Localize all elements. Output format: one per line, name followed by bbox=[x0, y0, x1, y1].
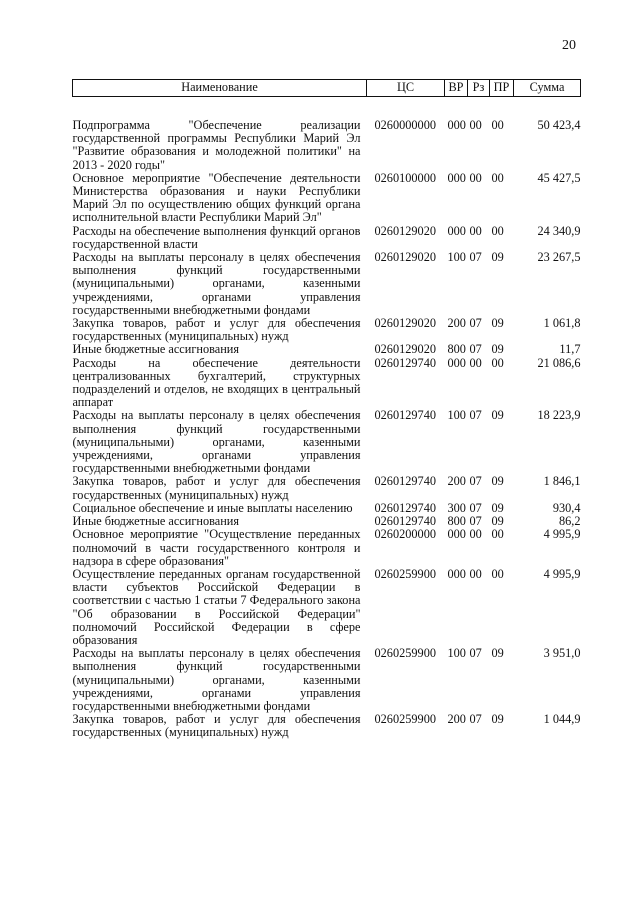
header-vr: ВР bbox=[445, 80, 468, 97]
table-header bbox=[73, 80, 581, 97]
row-name: Расходы на обеспечение деятельности централизованных бухгалтерий, структурных подразделений и отделов, не входящих в центральный аппарат bbox=[72, 355, 361, 410]
table-row bbox=[73, 475, 581, 501]
row-vr: 200 bbox=[447, 712, 466, 727]
row-pr: 09 bbox=[491, 500, 504, 515]
row-pr: 00 bbox=[491, 223, 504, 238]
row-sum: 24 340,9 bbox=[537, 223, 581, 238]
row-rz: 00 bbox=[469, 355, 482, 370]
row-vr: 300 bbox=[447, 500, 466, 515]
row-name: Осуществление переданных органам государственной власти субъектов Российской Федерации в соответствии с частью 1 статьи 7 Федерального закона "Об образовании в Российской Федерации" полномочий Российской Федерации в сфере образования bbox=[72, 566, 361, 647]
row-pr: 09 bbox=[491, 646, 504, 661]
header-pr: ПР bbox=[490, 80, 514, 97]
row-sum: 50 423,4 bbox=[537, 118, 581, 132]
row-pr: 00 bbox=[491, 170, 504, 185]
row-vr: 800 bbox=[447, 342, 466, 357]
row-name: Социальное обеспечение и иные выплаты населению bbox=[72, 500, 353, 515]
page-number: 20 bbox=[562, 38, 576, 53]
row-sum: 23 267,5 bbox=[537, 250, 581, 265]
row-rz: 07 bbox=[469, 514, 482, 529]
row-cs: 0260129740 bbox=[374, 500, 436, 515]
row-rz: 07 bbox=[469, 646, 482, 661]
row-sum: 86,2 bbox=[558, 514, 581, 529]
row-cs: 0260100000 bbox=[374, 170, 436, 185]
header-rz: Рз bbox=[468, 80, 490, 97]
row-rz: 07 bbox=[469, 500, 482, 515]
row-pr: 09 bbox=[491, 408, 504, 423]
row-rz: 07 bbox=[469, 250, 482, 265]
row-pr: 09 bbox=[491, 250, 504, 265]
row-rz: 00 bbox=[469, 170, 482, 185]
row-name: Расходы на выплаты персоналу в целях обеспечения выполнения функций государственными (муниципальными) органами, казенными учреждениями, органами управления государственными внебюджетными фондами bbox=[72, 646, 361, 713]
row-pr: 09 bbox=[491, 514, 504, 529]
row-pr: 00 bbox=[491, 118, 504, 132]
row-rz: 07 bbox=[469, 712, 482, 727]
row-pr: 00 bbox=[491, 566, 504, 581]
table-row bbox=[73, 172, 581, 225]
row-rz: 07 bbox=[469, 316, 482, 331]
row-sum: 4 995,9 bbox=[543, 566, 581, 581]
row-name: Закупка товаров, работ и услуг для обеспечения государственных (муниципальных) нужд bbox=[72, 474, 361, 502]
row-sum: 1 061,8 bbox=[543, 316, 581, 331]
header-cs: ЦС bbox=[367, 80, 445, 97]
table-row bbox=[73, 317, 581, 343]
row-rz: 07 bbox=[469, 408, 482, 423]
row-vr: 100 bbox=[447, 408, 466, 423]
table-row bbox=[73, 568, 581, 647]
row-cs: 0260259900 bbox=[374, 646, 436, 661]
row-pr: 09 bbox=[491, 474, 504, 489]
row-sum: 1 044,9 bbox=[543, 712, 581, 727]
row-vr: 000 bbox=[447, 118, 466, 132]
row-name: Закупка товаров, работ и услуг для обеспечения государственных (муниципальных) нужд bbox=[72, 712, 361, 740]
row-sum: 930,4 bbox=[552, 500, 581, 515]
row-sum: 1 846,1 bbox=[543, 474, 581, 489]
row-sum: 21 086,6 bbox=[537, 355, 581, 370]
row-vr: 000 bbox=[447, 223, 466, 238]
row-vr: 200 bbox=[447, 474, 466, 489]
row-cs: 0260129020 bbox=[374, 316, 436, 331]
row-sum: 3 951,0 bbox=[543, 646, 581, 661]
table-row bbox=[73, 343, 581, 356]
row-pr: 09 bbox=[491, 712, 504, 727]
row-rz: 07 bbox=[469, 474, 482, 489]
row-sum: 18 223,9 bbox=[537, 408, 581, 423]
row-vr: 000 bbox=[447, 355, 466, 370]
header-sum: Сумма bbox=[514, 80, 581, 97]
table-row bbox=[73, 251, 581, 317]
row-name: Иные бюджетные ассигнования bbox=[72, 514, 240, 529]
row-cs: 0260259900 bbox=[374, 566, 436, 581]
budget-table bbox=[72, 79, 581, 740]
table-row bbox=[73, 647, 581, 713]
table-body bbox=[73, 97, 581, 740]
row-sum: 45 427,5 bbox=[537, 170, 581, 185]
table-row bbox=[73, 713, 581, 739]
row-name: Расходы на обеспечение выполнения функций органов государственной власти bbox=[72, 223, 361, 251]
row-cs: 0260129740 bbox=[374, 474, 436, 489]
row-rz: 00 bbox=[469, 566, 482, 581]
row-rz: 07 bbox=[469, 342, 482, 357]
row-pr: 00 bbox=[491, 527, 504, 542]
row-vr: 000 bbox=[447, 566, 466, 581]
row-name: Основное мероприятие "Осуществление переданных полномочий в части государственного контроля и надзора в сфере образования" bbox=[72, 527, 361, 568]
row-pr: 09 bbox=[491, 342, 504, 357]
row-vr: 000 bbox=[447, 527, 466, 542]
header-row bbox=[73, 80, 581, 97]
row-pr: 09 bbox=[491, 316, 504, 331]
row-cs: 0260129020 bbox=[374, 223, 436, 238]
row-vr: 100 bbox=[447, 250, 466, 265]
row-vr: 800 bbox=[447, 514, 466, 529]
header-name: Наименование bbox=[73, 80, 367, 97]
row-sum: 4 995,9 bbox=[543, 527, 581, 542]
table-row bbox=[73, 357, 581, 410]
row-sum: 11,7 bbox=[559, 342, 581, 357]
row-name: Иные бюджетные ассигнования bbox=[72, 342, 240, 357]
row-cs: 0260000000 bbox=[374, 118, 436, 132]
row-pr: 00 bbox=[491, 355, 504, 370]
row-cs: 0260200000 bbox=[374, 527, 436, 542]
table-row bbox=[73, 409, 581, 475]
row-rz: 00 bbox=[469, 118, 482, 132]
row-vr: 000 bbox=[447, 170, 466, 185]
table-row bbox=[73, 528, 581, 568]
row-cs: 0260129740 bbox=[374, 355, 436, 370]
row-name: Расходы на выплаты персоналу в целях обеспечения выполнения функций государственными (муниципальными) органами, казенными учреждениями, органами управления государственными внебюджетными фондами bbox=[72, 250, 361, 317]
row-name: Закупка товаров, работ и услуг для обеспечения государственных (муниципальных) нужд bbox=[72, 316, 361, 344]
row-name: Расходы на выплаты персоналу в целях обеспечения выполнения функций государственными (муниципальными) органами, казенными учреждениями, органами управления государственными внебюджетными фондами bbox=[72, 408, 361, 476]
row-cs: 0260129740 bbox=[374, 514, 436, 529]
row-rz: 00 bbox=[469, 527, 482, 542]
row-cs: 0260129020 bbox=[374, 342, 436, 357]
table-row bbox=[73, 225, 581, 251]
row-vr: 100 bbox=[447, 646, 466, 661]
row-cs: 0260259900 bbox=[374, 712, 436, 727]
row-rz: 00 bbox=[469, 223, 482, 238]
row-name: Основное мероприятие "Обеспечение деятельности Министерства образования и науки Республики Марий Эл по осуществлению общих функций органа исполнительной власти Республики Марий Эл" bbox=[72, 170, 361, 225]
row-vr: 200 bbox=[447, 316, 466, 331]
row-cs: 0260129740 bbox=[374, 408, 436, 423]
row-name: Подпрограмма "Обеспечение реализации государственной программы Республики Марий Эл "Развитие образования и молодежной политики" на 2013 - 2020 годы" bbox=[72, 118, 361, 172]
table-row bbox=[73, 97, 581, 172]
row-cs: 0260129020 bbox=[374, 250, 436, 265]
